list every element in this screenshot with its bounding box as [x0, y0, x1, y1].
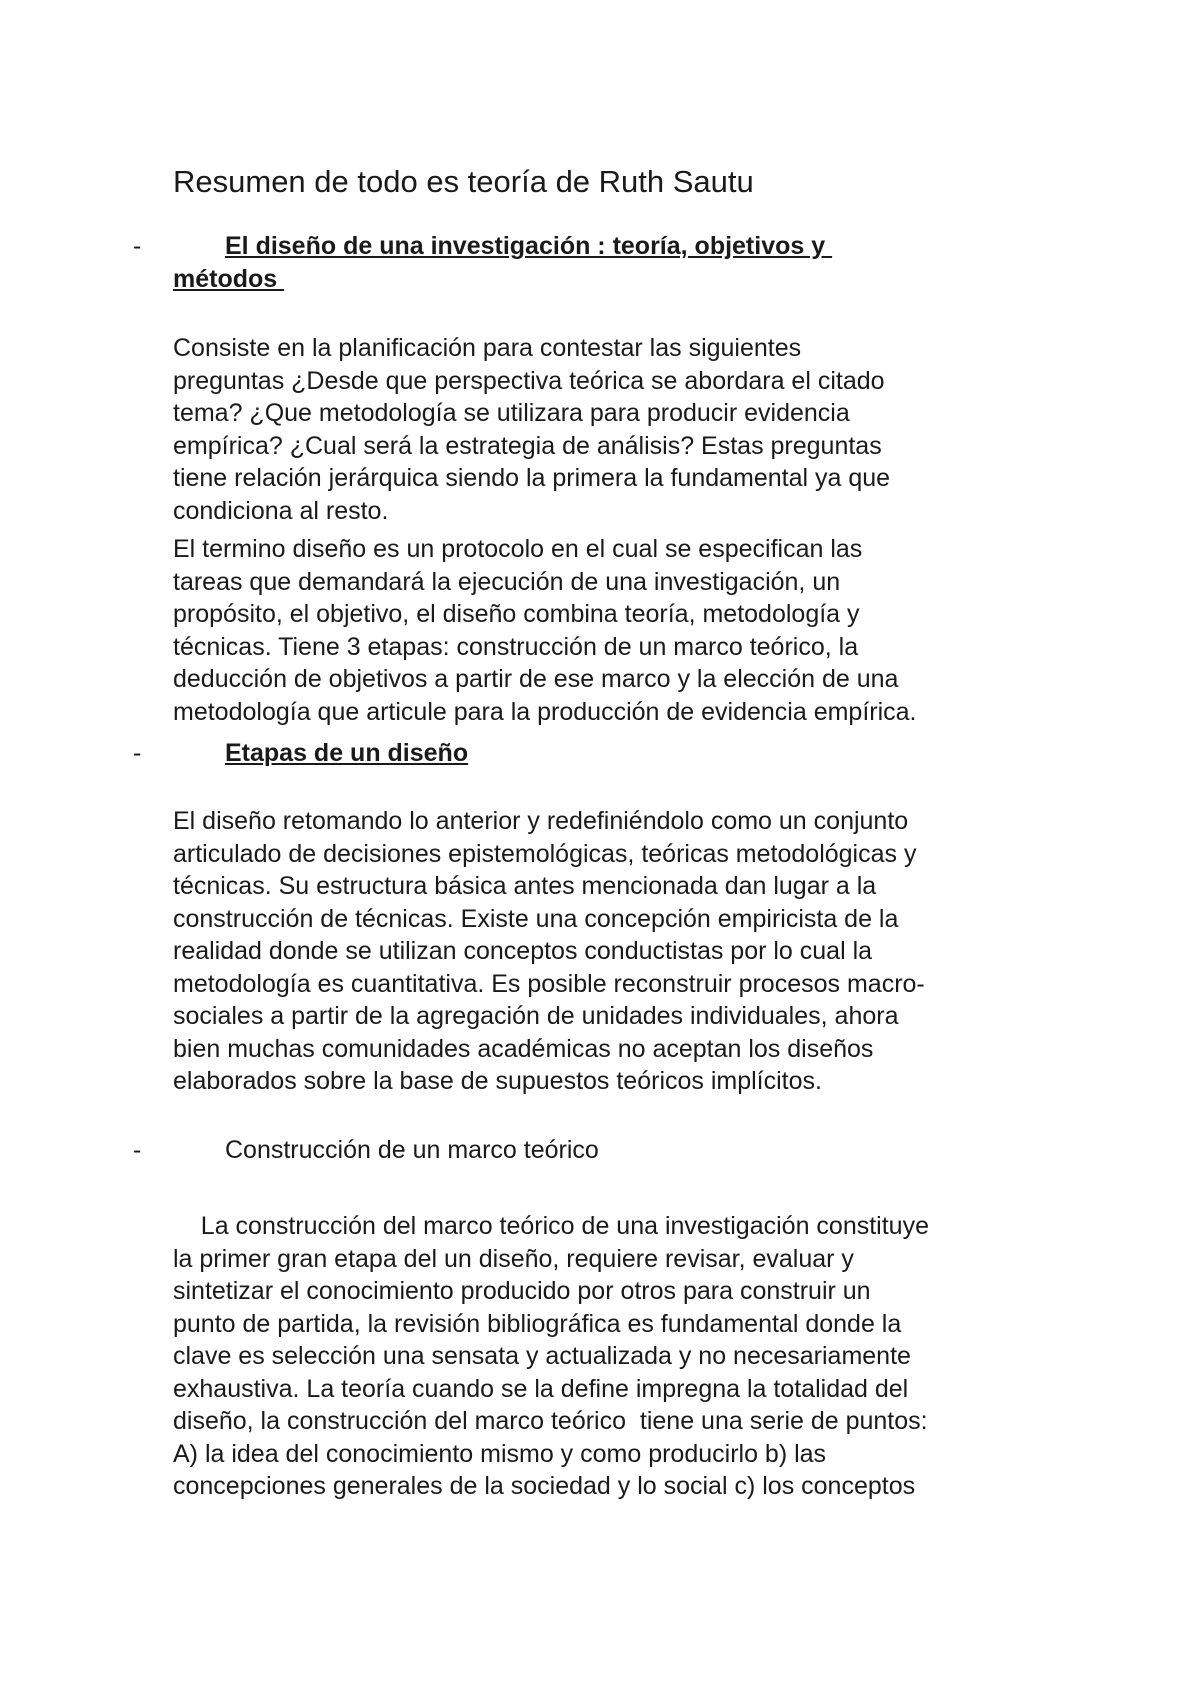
bullet-dash: -: [133, 232, 142, 260]
section-heading-etapas: Etapas de un diseño: [225, 739, 469, 767]
paragraph-termino-diseno: El termino diseño es un protocolo en el cual se especifican las tareas que demandará la ejecución de una investigación, un propósito, el objetivo, el diseño combina teoría, metodología y técnicas. Tiene 3 etapas: construcción de un marco teórico, la deducción de objetivos a partir de ese marco y la elección de una metodología que articule para la producción de evidencia empírica.: [173, 535, 917, 726]
section-heading-marco-teorico: Construcción de un marco teórico: [225, 1136, 599, 1164]
paragraph-planificacion: Consiste en la planificación para contestar las siguientes preguntas ¿Desde que perspectiva teórica se abordara el citado tema? ¿Que metodología se utilizara para producir evidencia empírica? ¿Cual será la estrategia de análisis? Estas preguntas tiene relación jerárquica siendo la primera la fundamental ya que condiciona al resto.: [173, 334, 891, 525]
document-title: Resumen de todo es teoría de Ruth Sautu: [173, 164, 754, 199]
bullet-dash: -: [133, 1136, 142, 1164]
section-heading-diseno: El diseño de una investigación : teoría, objetivos y: [225, 232, 833, 260]
section-heading-diseno-cont: métodos: [173, 265, 285, 293]
paragraph-etapas: El diseño retomando lo anterior y redefiniéndolo como un conjunto articulado de decisiones epistemológicas, teóricas metodológicas y técnicas. Su estructura básica antes mencionada dan lugar a la construcción de técnicas. Existe una concepción empiricista de la realidad donde se utilizan conceptos conductistas por lo cual la metodología es cuantitativa. Es posible reconstruir procesos macro- sociales a partir de la agregación de unidades individuales, ahora bien muchas comunidades académicas no aceptan los diseños elaborados sobre la base de supuestos teóricos implícitos.: [173, 807, 925, 1095]
bullet-dash: -: [133, 739, 142, 767]
paragraph-marco-teorico: La construcción del marco teórico de una investigación constituye la primer gran etapa del un diseño, requiere revisar, evaluar y sintetizar el conocimiento producido por otros para construir un punto de partida, la revisión bibliográfica es fundamental donde la clave es selección una sensata y actualizada y no necesariamente exhaustiva. La teoría cuando se la define impregna la totalidad del diseño, la construcción del marco teórico tiene una serie de puntos: A) la idea del conocimiento mismo y como producirlo b) las concepciones generales de la sociedad y lo social c) los conceptos: [173, 1212, 929, 1500]
